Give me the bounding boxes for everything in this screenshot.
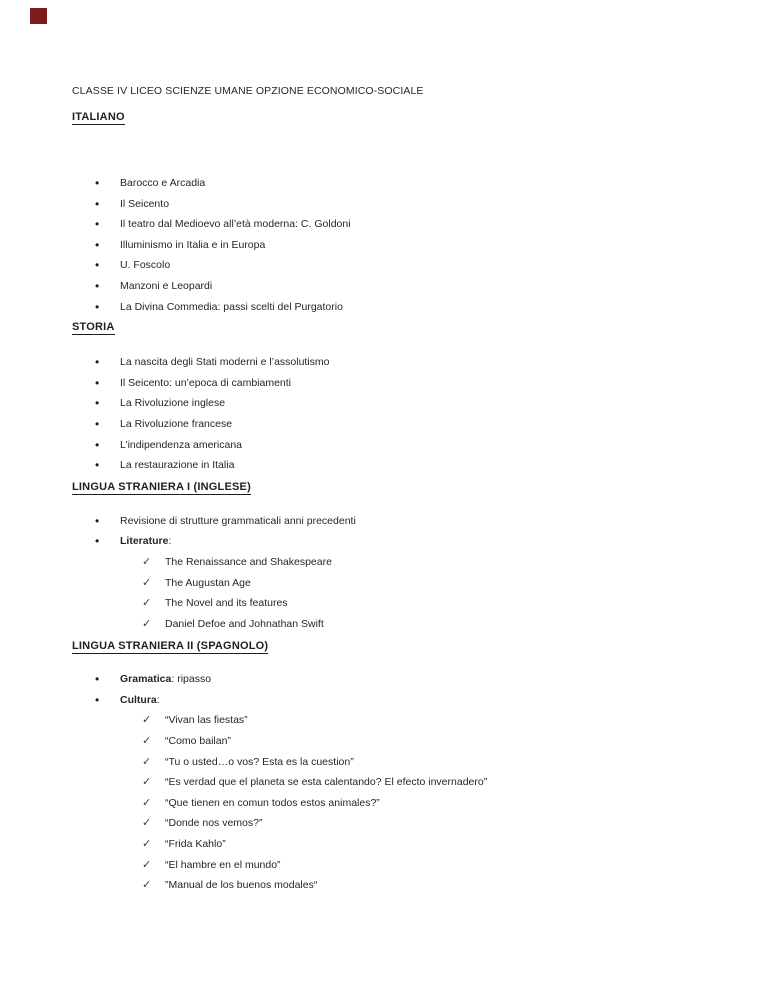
list-item-text: Manzoni e Leopardi xyxy=(120,279,213,292)
list-item-text: U. Foscolo xyxy=(120,259,171,272)
bullet-icon: • xyxy=(95,278,100,293)
sub-list-item xyxy=(72,793,712,814)
sections-container xyxy=(72,110,712,896)
list-item xyxy=(72,455,712,476)
bullet-icon: • xyxy=(95,299,100,314)
list-item-text xyxy=(120,673,211,685)
sub-list-item xyxy=(72,573,712,594)
sub-list-item-text: “Tu o usted…o vos? Esta es la cuestion” xyxy=(165,755,354,768)
sub-list-item-text: “Como bailan” xyxy=(165,735,231,748)
check-icon: ✓ xyxy=(142,576,152,589)
topic-list xyxy=(72,669,712,896)
list-item xyxy=(72,352,712,373)
sub-list-item-text: The Novel and its features xyxy=(165,597,288,610)
list-item xyxy=(72,173,712,194)
list-item-text: La Rivoluzione inglese xyxy=(120,397,226,410)
list-item-bold-text: Literature xyxy=(120,535,169,548)
topic-list xyxy=(72,173,712,317)
check-icon: ✓ xyxy=(142,858,152,871)
section-heading xyxy=(72,110,712,124)
section-heading-text: LINGUA STRANIERA II (SPAGNOLO) xyxy=(72,640,269,653)
list-item xyxy=(72,393,712,414)
list-item xyxy=(72,669,712,690)
check-icon: ✓ xyxy=(142,597,152,610)
bullet-icon: • xyxy=(95,375,100,390)
section-heading-text: ITALIANO xyxy=(72,111,125,123)
list-item-text: La Divina Commedia: passi scelti del Purgatorio xyxy=(120,300,343,313)
bullet-icon: • xyxy=(95,237,100,252)
sub-list-item xyxy=(72,752,712,773)
list-item-rest-text: : xyxy=(156,693,160,706)
sub-list-item xyxy=(72,813,712,834)
bullet-icon: • xyxy=(95,258,100,273)
section-heading-text: LINGUA STRANIERA I (INGLESE) xyxy=(72,480,251,493)
list-item xyxy=(72,276,712,297)
list-item-text: La Rivoluzione francese xyxy=(120,417,233,430)
bullet-icon: • xyxy=(95,355,100,370)
check-icon: ✓ xyxy=(142,776,152,789)
sub-list-item xyxy=(72,855,712,876)
sub-list-item xyxy=(72,731,712,752)
bullet-icon: • xyxy=(95,196,100,211)
list-item-bold-text: Gramatica xyxy=(120,673,172,686)
list-item xyxy=(72,297,712,318)
list-item xyxy=(72,214,712,235)
sub-list-item-text: “Que tienen en comun todos estos animales?” xyxy=(165,796,380,809)
check-icon: ✓ xyxy=(142,879,152,892)
list-item xyxy=(72,373,712,394)
sub-list-item xyxy=(72,593,712,614)
bullet-icon: • xyxy=(95,692,100,707)
check-icon: ✓ xyxy=(142,755,152,768)
topic-list xyxy=(72,352,712,476)
list-item xyxy=(72,690,712,711)
list-item-text: La nascita degli Stati moderni e l’assolutismo xyxy=(120,356,330,369)
bullet-icon: • xyxy=(95,416,100,431)
course-section xyxy=(72,320,712,476)
sub-list-item-text: “Vivan las fiestas” xyxy=(165,714,248,727)
sub-list-item-text: The Renaissance and Shakespeare xyxy=(165,555,332,568)
bullet-icon: • xyxy=(95,176,100,190)
check-icon: ✓ xyxy=(142,714,152,727)
bullet-icon: • xyxy=(95,396,100,411)
check-icon: ✓ xyxy=(142,735,152,748)
bullet-icon: • xyxy=(95,458,100,473)
corner-marker xyxy=(30,8,47,24)
bullet-icon: • xyxy=(95,437,100,452)
list-item-text: Barocco e Arcadia xyxy=(120,177,206,189)
sub-list-item xyxy=(72,834,712,855)
sub-list-item xyxy=(72,614,712,635)
list-item-text: Il teatro dal Medioevo all’età moderna: C. Goldoni xyxy=(120,218,351,231)
list-item xyxy=(72,435,712,456)
bullet-icon: • xyxy=(95,513,100,528)
sub-list-item-text: “Es verdad que el planeta se esta calentando? El efecto invernadero” xyxy=(165,776,488,789)
sub-list-item-text: ”Manual de los buenos modales“ xyxy=(165,879,318,892)
list-item xyxy=(72,511,712,532)
document-content xyxy=(72,85,712,896)
sub-list-item xyxy=(72,552,712,573)
course-section xyxy=(72,639,712,896)
check-icon: ✓ xyxy=(142,617,152,630)
check-icon: ✓ xyxy=(142,838,152,851)
sub-list-item xyxy=(72,710,712,731)
section-heading xyxy=(72,320,712,334)
list-item-bold-text: Cultura xyxy=(120,693,157,706)
list-item xyxy=(72,194,712,215)
topic-list xyxy=(72,511,712,635)
sub-list-item-text: Daniel Defoe and Johnathan Swift xyxy=(165,617,324,630)
list-item-text: Illuminismo in Italia e in Europa xyxy=(120,238,266,251)
check-icon: ✓ xyxy=(142,555,152,568)
course-section xyxy=(72,110,712,317)
list-item-text: Il Seicento xyxy=(120,197,170,210)
list-item xyxy=(72,414,712,435)
list-item-text xyxy=(120,535,171,547)
list-item-text: La restaurazione in Italia xyxy=(120,459,235,472)
bullet-icon: • xyxy=(95,217,100,232)
bullet-icon: • xyxy=(95,534,100,549)
sub-list-item-text: “Donde nos vemos?” xyxy=(165,817,263,830)
check-icon: ✓ xyxy=(142,817,152,830)
sub-list-item xyxy=(72,875,712,896)
section-heading-text: STORIA xyxy=(72,321,115,334)
sub-list-item-text: “Frida Kahlo” xyxy=(165,838,226,851)
list-item xyxy=(72,235,712,256)
section-heading xyxy=(72,639,712,653)
list-item-text xyxy=(120,694,160,706)
sub-list-item-text: The Augustan Age xyxy=(165,576,251,589)
list-item-text: Revisione di strutture grammaticali anni precedenti xyxy=(120,514,356,527)
bullet-icon: • xyxy=(95,672,100,687)
sub-list-item xyxy=(72,772,712,793)
document-title: CLASSE IV LICEO SCIENZE UMANE OPZIONE ECONOMICO-SOCIALE xyxy=(72,85,424,97)
list-item xyxy=(72,531,712,552)
sub-list-item-text: “El hambre en el mundo” xyxy=(165,858,281,871)
list-item-text: Il Seicento: un’epoca di cambiamenti xyxy=(120,376,292,389)
list-item xyxy=(72,255,712,276)
list-item-rest-text: : ripasso xyxy=(171,673,212,686)
check-icon: ✓ xyxy=(142,796,152,809)
list-item-text: L’indipendenza americana xyxy=(120,438,243,451)
list-item-rest-text: : xyxy=(168,535,172,548)
course-section xyxy=(72,480,712,635)
section-heading xyxy=(72,480,712,494)
